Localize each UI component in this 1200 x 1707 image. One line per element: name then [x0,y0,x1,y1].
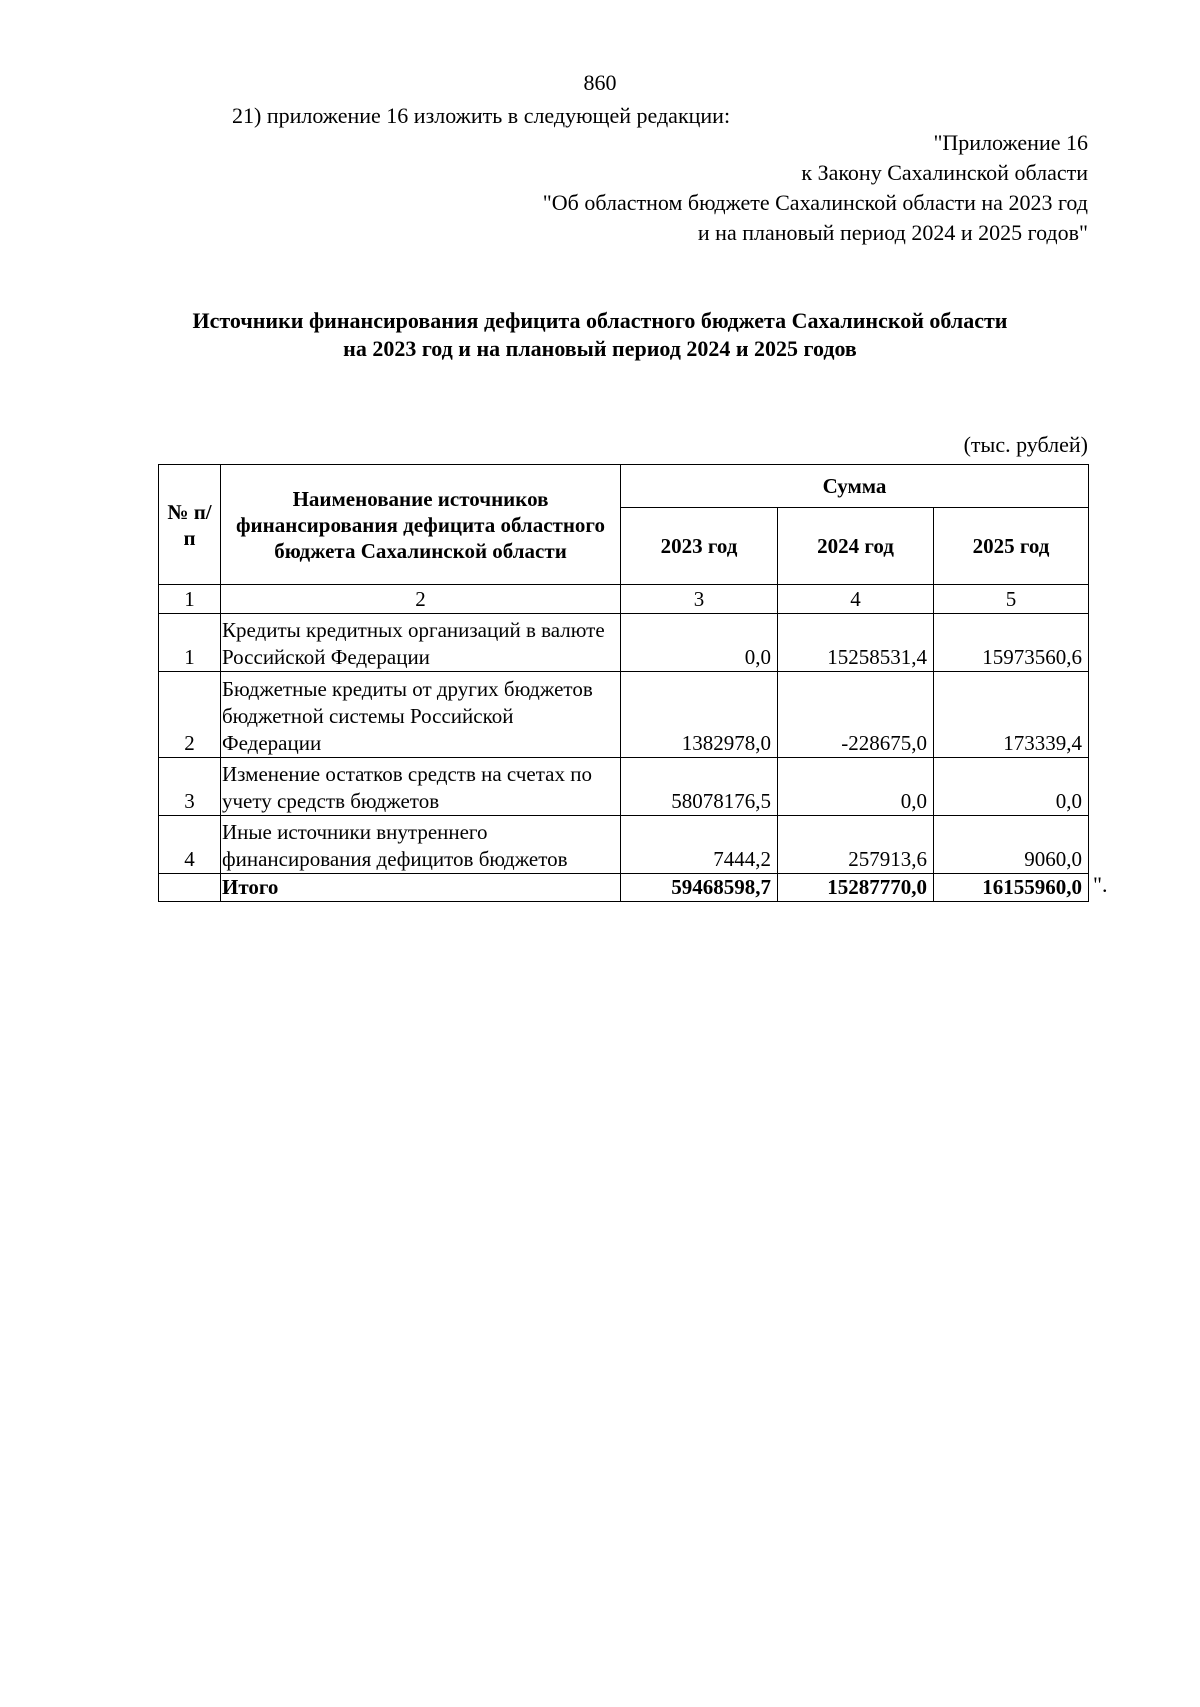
row-num: 1 [159,614,221,672]
row-2024: -228675,0 [778,672,934,758]
appendix-header-line: "Об областном бюджете Сахалинской области на 2023 год [542,190,1088,215]
closing-quote: ". [1093,872,1108,897]
column-index: 3 [621,585,778,614]
row-2025: 0,0 [934,758,1089,816]
row-name: Бюджетные кредиты от других бюджетов бюджетной системы Российской Федерации [221,672,621,758]
row-num: 2 [159,672,221,758]
title-line: Источники финансирования дефицита областного бюджета Сахалинской области [192,308,1008,333]
row-2023: 7444,2 [621,816,778,874]
row-2025: 9060,0 [934,816,1089,874]
total-label: Итого [221,874,621,902]
total-2025: 16155960,0 [934,874,1089,902]
column-index: 1 [159,585,221,614]
row-2023: 58078176,5 [621,758,778,816]
row-2023: 1382978,0 [621,672,778,758]
appendix-header-line: к Закону Сахалинской области [801,160,1088,185]
title-line: на 2023 год и на плановый период 2024 и 2025 годов [343,336,857,361]
row-2024: 257913,6 [778,816,934,874]
row-num: 4 [159,816,221,874]
row-2025: 173339,4 [934,672,1089,758]
header-2024: 2024 год [778,508,934,585]
row-name: Иные источники внутреннего финансирования дефицитов бюджетов [221,816,621,874]
header-num: № п/п [159,465,221,585]
financing-sources-table [158,464,1089,902]
appendix-header [543,128,1088,248]
table-row [159,816,1089,874]
row-2024: 0,0 [778,758,934,816]
header-name: Наименование источников финансирования дефицита областного бюджета Сахалинской области [221,465,621,585]
header-sum: Сумма [621,465,1089,508]
row-2025: 15973560,6 [934,614,1089,672]
row-num: 3 [159,758,221,816]
header-2025: 2025 год [934,508,1089,585]
appendix-header-line: "Приложение 16 [933,130,1088,155]
column-index: 5 [934,585,1089,614]
table-row [159,672,1089,758]
table-row [159,758,1089,816]
intro-text: 21) приложение 16 изложить в следующей редакции: [232,103,731,128]
document-title [0,307,1200,363]
total-2023: 59468598,7 [621,874,778,902]
total-row [159,874,1089,902]
page-number: 860 [583,70,617,95]
column-index-row [159,585,1089,614]
header-2023: 2023 год [621,508,778,585]
total-num [159,874,221,902]
row-name: Изменение остатков средств на счетах по учету средств бюджетов [221,758,621,816]
units-label: (тыс. рублей) [963,432,1088,457]
table-row [159,614,1089,672]
row-2023: 0,0 [621,614,778,672]
total-2024: 15287770,0 [778,874,934,902]
table-header-row [159,465,1089,508]
column-index: 4 [778,585,934,614]
appendix-header-line: и на плановый период 2024 и 2025 годов" [697,220,1088,245]
column-index: 2 [221,585,621,614]
row-name: Кредиты кредитных организаций в валюте Российской Федерации [221,614,621,672]
row-2024: 15258531,4 [778,614,934,672]
